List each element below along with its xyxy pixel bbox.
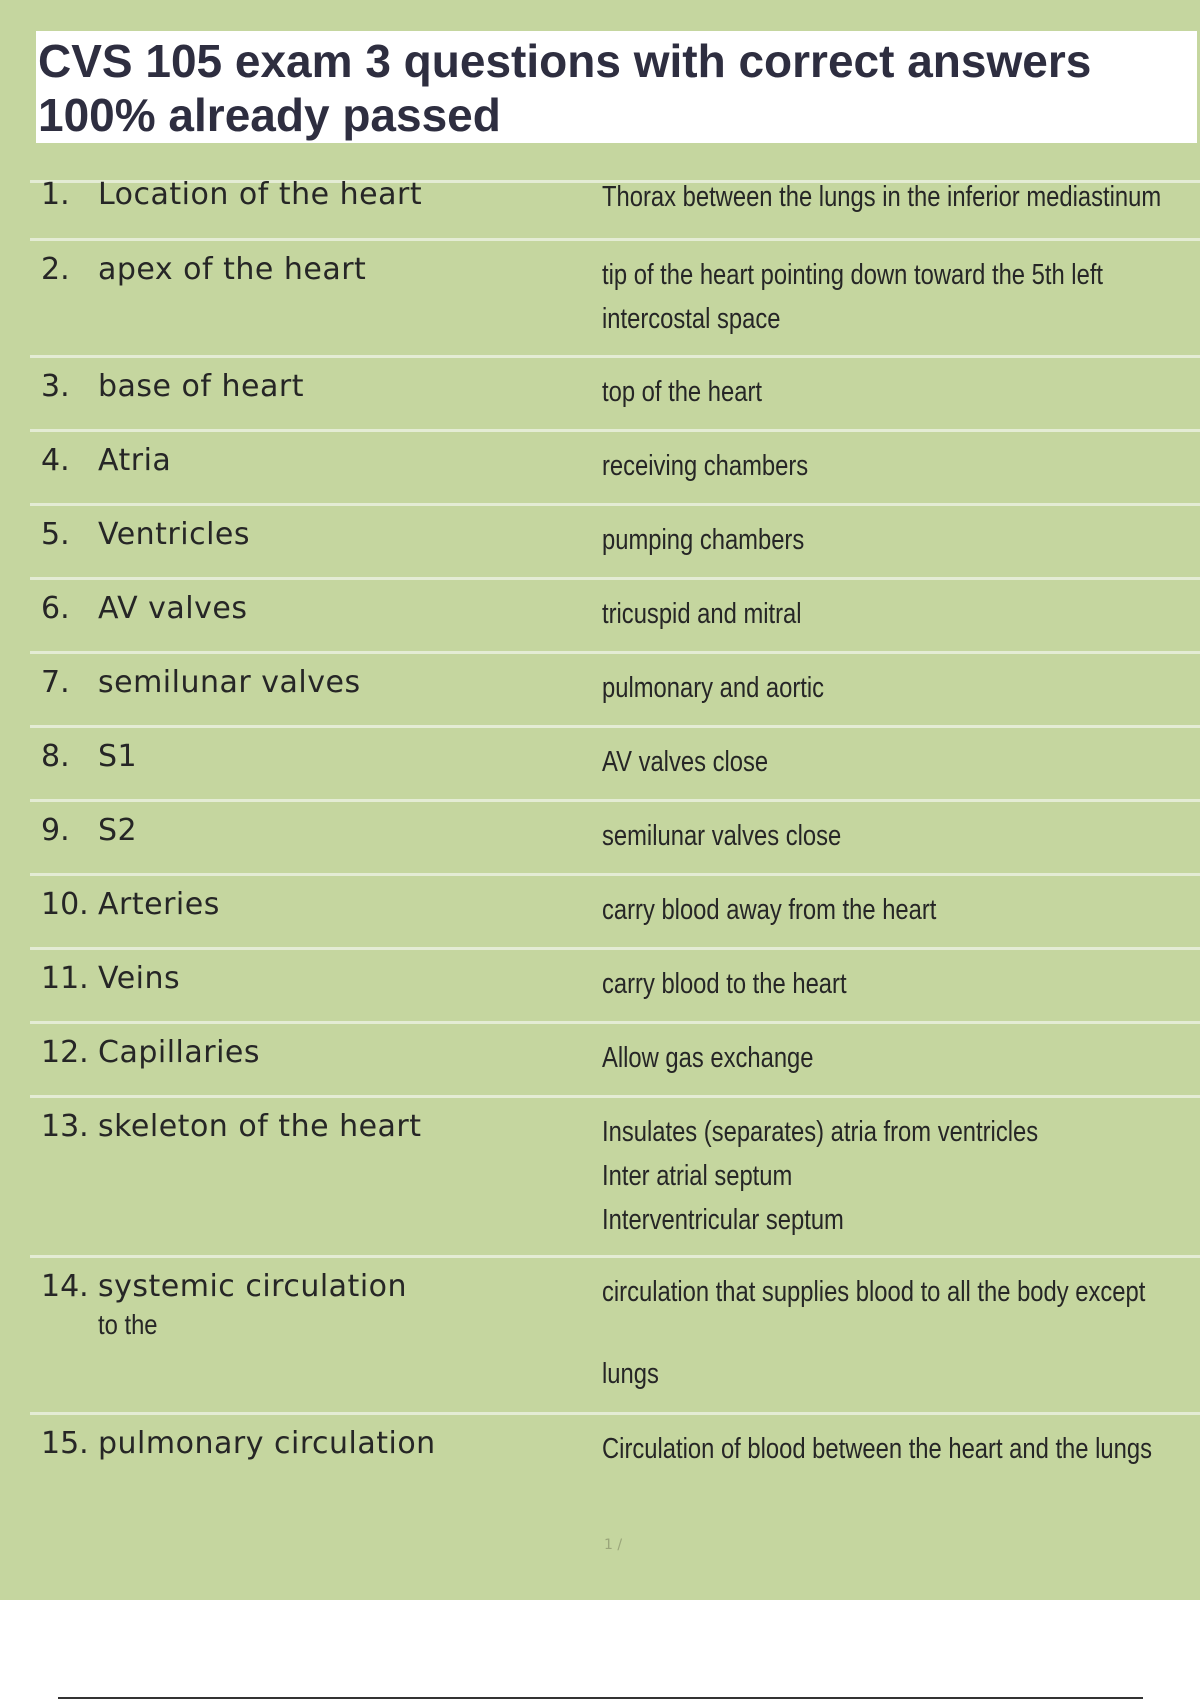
answer-line: Inter atrial septum: [602, 1160, 793, 1192]
answer: [602, 1036, 1094, 1080]
qa-row: [30, 873, 1200, 947]
answer-line: Insulates (separates) atria from ventricles: [602, 1116, 1039, 1148]
answer: [602, 1110, 1094, 1242]
answer: [602, 888, 1094, 932]
qa-row: [30, 429, 1200, 503]
term: [98, 443, 568, 479]
answer: [602, 740, 1094, 784]
item-number: 3.: [41, 369, 70, 404]
term-text: base of heart: [98, 369, 304, 404]
qa-row: [30, 947, 1200, 1021]
term-text: systemic circulation: [98, 1269, 408, 1304]
answer-gap: [602, 1314, 1094, 1352]
qa-row: [30, 355, 1200, 429]
question-answer-list: [30, 177, 1200, 1532]
item-number: 12.: [41, 1035, 89, 1070]
answer-line: top of the heart: [602, 376, 762, 408]
term-text: semilunar valves: [98, 665, 361, 700]
term-text: pulmonary circulation: [98, 1426, 436, 1461]
answer-line: tricuspid and mitral: [602, 598, 802, 630]
answer-line: pumping chambers: [602, 524, 805, 556]
answer: [602, 666, 1094, 710]
item-number: 13.: [41, 1109, 89, 1144]
term-continuation: to the: [98, 1309, 158, 1340]
qa-row: [30, 1095, 1200, 1255]
answer: [602, 518, 1094, 562]
term: [98, 1109, 568, 1145]
answer: [602, 1270, 1146, 1396]
answer-line: circulation that supplies blood to all the body except: [602, 1276, 1146, 1308]
title-box: [36, 31, 1197, 143]
answer-line: Thorax between the lungs in the inferior mediastinum: [602, 181, 1162, 213]
item-number: 2.: [41, 252, 70, 287]
term-text: Location of the heart: [98, 177, 423, 212]
answer-line: intercostal space: [602, 303, 781, 335]
answer-line: tip of the heart pointing down toward the 5th left: [602, 259, 1104, 291]
qa-row: [30, 177, 1200, 238]
item-number: 7.: [41, 665, 70, 700]
term: [98, 813, 568, 849]
answer: [602, 1427, 1152, 1471]
term: [98, 665, 568, 701]
term: [98, 1269, 568, 1345]
qa-row: [30, 503, 1200, 577]
answer-line: carry blood to the heart: [602, 968, 847, 1000]
answer-line: AV valves close: [602, 746, 769, 778]
answer-line: receiving chambers: [602, 450, 809, 482]
answer: [602, 814, 1094, 858]
term-text: AV valves: [98, 591, 248, 626]
term-text: Arteries: [98, 887, 220, 922]
qa-row: [30, 577, 1200, 651]
term: [98, 887, 568, 923]
item-number: 11.: [41, 961, 89, 996]
qa-row: [30, 238, 1200, 355]
answer: [602, 370, 1094, 414]
term-text: Veins: [98, 961, 181, 996]
term: [98, 961, 568, 997]
item-number: 15.: [41, 1426, 89, 1461]
item-number: 10.: [41, 887, 89, 922]
footer-rule: [58, 1697, 1143, 1699]
term-text: Capillaries: [98, 1035, 261, 1070]
item-number: 1.: [41, 177, 70, 212]
qa-row: [30, 725, 1200, 799]
term: [98, 252, 568, 288]
answer-line: Allow gas exchange: [602, 1042, 814, 1074]
term: [98, 1035, 568, 1071]
qa-row: [30, 1255, 1200, 1412]
term-text: apex of the heart: [98, 252, 367, 287]
qa-row: [30, 651, 1200, 725]
answer: [602, 253, 1104, 341]
term: [98, 369, 568, 405]
term-text: Atria: [98, 443, 172, 478]
term-text: Ventricles: [98, 517, 251, 552]
answer-line: Circulation of blood between the heart and the lungs: [602, 1433, 1152, 1465]
term-text: S2: [98, 813, 138, 848]
item-number: 8.: [41, 739, 70, 774]
document-title: CVS 105 exam 3 questions with correct answers 100% already passed: [38, 35, 1092, 141]
item-number: 4.: [41, 443, 70, 478]
answer-line: Interventricular septum: [602, 1204, 844, 1236]
page-indicator: 1 /: [604, 1537, 623, 1553]
term: [98, 177, 568, 213]
answer-line: lungs: [602, 1358, 659, 1390]
answer: [602, 444, 1094, 488]
answer-line: semilunar valves close: [602, 820, 842, 852]
item-number: 9.: [41, 813, 70, 848]
term-text: S1: [98, 739, 138, 774]
qa-row: [30, 1021, 1200, 1095]
term: [98, 1426, 568, 1462]
answer: [602, 592, 1094, 636]
qa-row: [30, 1412, 1200, 1532]
answer-line: carry blood away from the heart: [602, 894, 937, 926]
item-number: 14.: [41, 1269, 89, 1304]
term-text: skeleton of the heart: [98, 1109, 422, 1144]
term: [98, 517, 568, 553]
answer: [602, 175, 1162, 219]
answer-line: pulmonary and aortic: [602, 672, 825, 704]
answer: [602, 962, 1094, 1006]
item-number: 6.: [41, 591, 70, 626]
term: [98, 739, 568, 775]
qa-row: [30, 799, 1200, 873]
term: [98, 591, 568, 627]
item-number: 5.: [41, 517, 70, 552]
